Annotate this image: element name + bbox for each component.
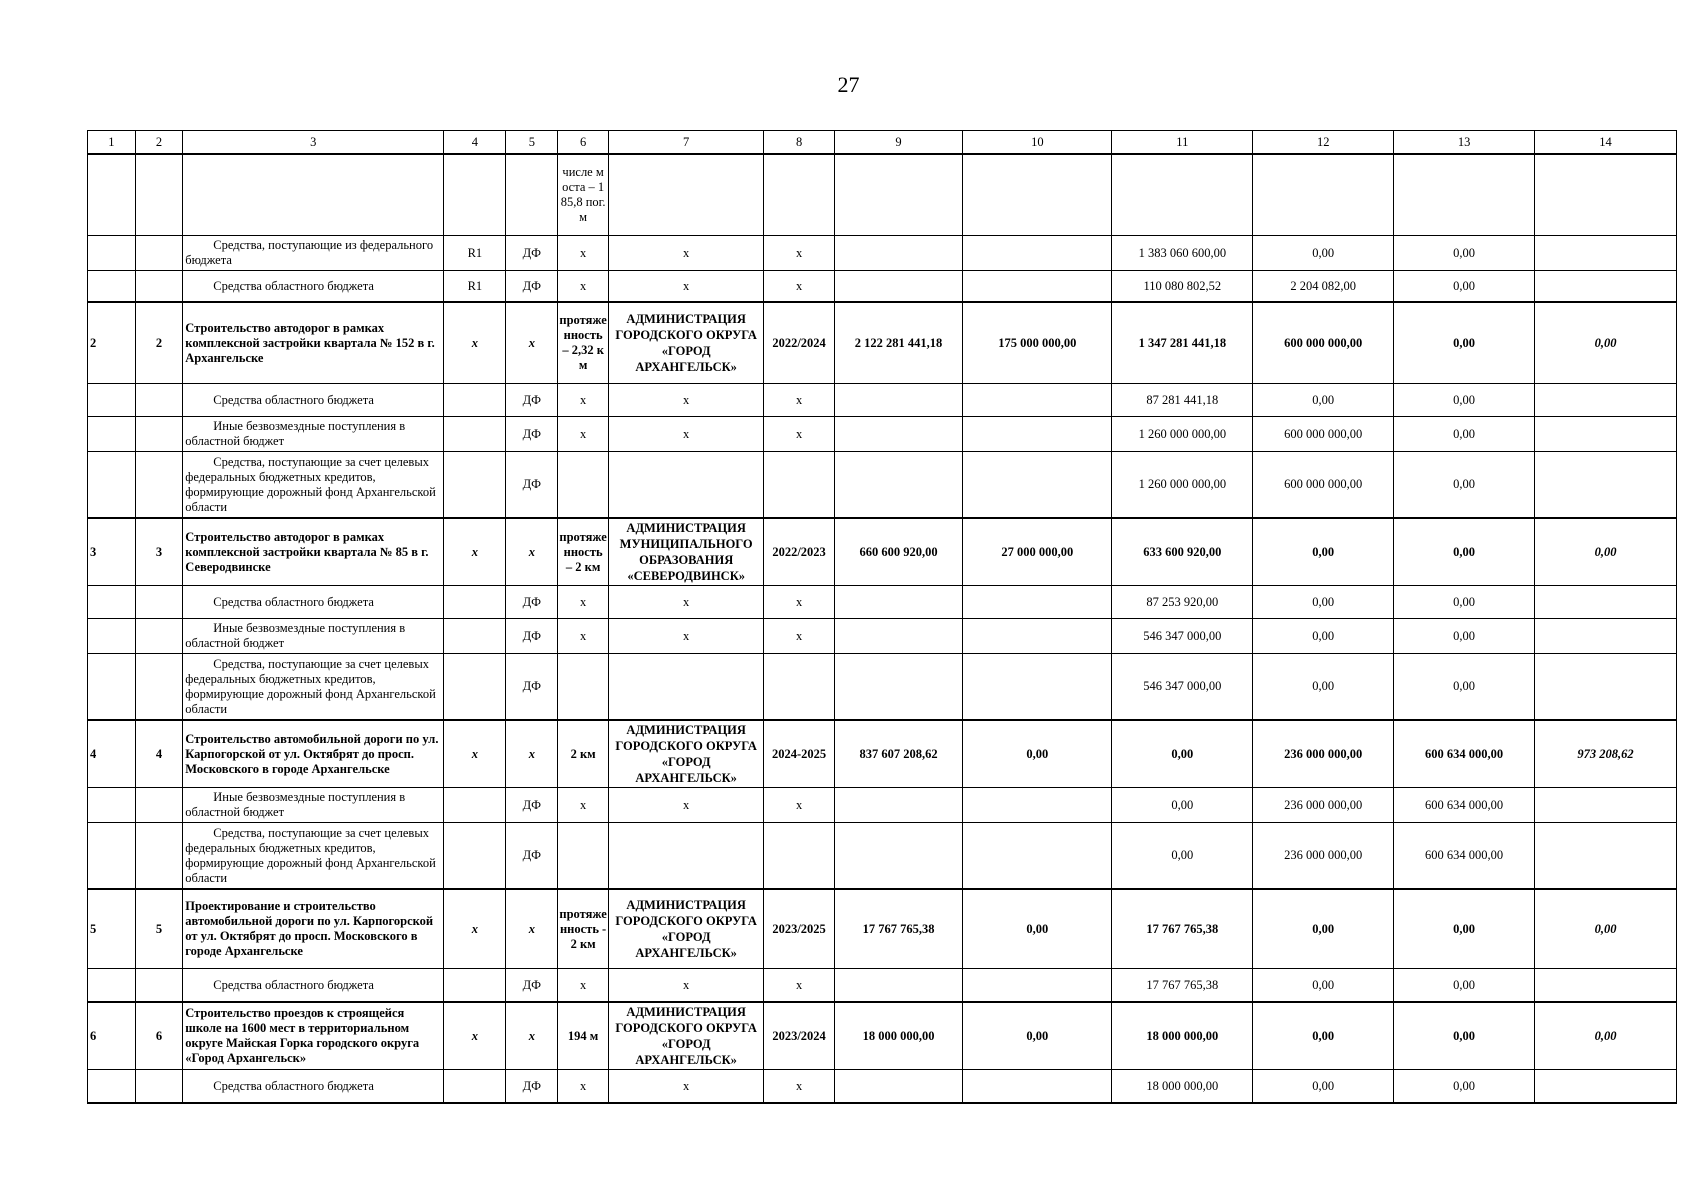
cell-col-2 — [135, 236, 183, 271]
cell-col-8: х — [764, 1070, 834, 1104]
table-row — [88, 586, 1677, 619]
cell-col-5: ДФ — [506, 271, 558, 303]
cell-col-5 — [506, 154, 558, 236]
cell-col-13: 600 634 000,00 — [1394, 823, 1535, 890]
cell-col-2: 6 — [135, 1002, 183, 1070]
col-header-5: 5 — [506, 131, 558, 155]
cell-col-5: х — [506, 518, 558, 586]
cell-col-14 — [1535, 788, 1677, 823]
cell-col-8 — [764, 823, 834, 890]
cell-col-12: 600 000 000,00 — [1253, 417, 1394, 452]
cell-col-8: 2023/2025 — [764, 889, 834, 969]
cell-col-8: х — [764, 384, 834, 417]
cell-col-3: Средства областного бюджета — [183, 384, 444, 417]
cell-col-7: АДМИНИСТРАЦИЯ МУНИЦИПАЛЬНОГО ОБРАЗОВАНИЯ «СЕВЕРОДВИНСК» — [608, 518, 763, 586]
cell-col-13: 0,00 — [1394, 586, 1535, 619]
col-header-4: 4 — [444, 131, 506, 155]
cell-col-12 — [1253, 154, 1394, 236]
table-row-main — [88, 720, 1677, 788]
cell-col-12: 0,00 — [1253, 889, 1394, 969]
cell-col-3: Иные безвозмездные поступления в областной бюджет — [183, 788, 444, 823]
budget-table — [87, 130, 1677, 1104]
cell-col-11: 17 767 765,38 — [1112, 889, 1253, 969]
cell-col-3: Иные безвозмездные поступления в областной бюджет — [183, 619, 444, 654]
cell-col-9: 18 000 000,00 — [834, 1002, 962, 1070]
cell-col-1 — [88, 154, 136, 236]
cell-col-3: Средства областного бюджета — [183, 1070, 444, 1104]
cell-col-13: 0,00 — [1394, 236, 1535, 271]
table-row — [88, 969, 1677, 1003]
cell-col-12: 0,00 — [1253, 654, 1394, 721]
col-header-7: 7 — [608, 131, 763, 155]
cell-col-8: х — [764, 271, 834, 303]
cell-col-2: 5 — [135, 889, 183, 969]
cell-col-2 — [135, 788, 183, 823]
cell-col-4: х — [444, 889, 506, 969]
cell-col-7: х — [608, 619, 763, 654]
cell-col-4 — [444, 384, 506, 417]
cell-col-10: 27 000 000,00 — [963, 518, 1112, 586]
cell-col-9: 660 600 920,00 — [834, 518, 962, 586]
cell-col-14 — [1535, 417, 1677, 452]
cell-col-12: 0,00 — [1253, 384, 1394, 417]
cell-col-4: R1 — [444, 236, 506, 271]
cell-col-9: 2 122 281 441,18 — [834, 302, 962, 384]
cell-col-2 — [135, 654, 183, 721]
cell-col-9 — [834, 236, 962, 271]
cell-col-14 — [1535, 586, 1677, 619]
cell-col-6: х — [558, 619, 609, 654]
cell-col-2: 3 — [135, 518, 183, 586]
cell-col-4: х — [444, 518, 506, 586]
cell-col-5: х — [506, 302, 558, 384]
cell-col-11: 87 281 441,18 — [1112, 384, 1253, 417]
cell-col-8 — [764, 654, 834, 721]
table-row — [88, 236, 1677, 271]
cell-col-7: х — [608, 969, 763, 1003]
cell-col-8: 2023/2024 — [764, 1002, 834, 1070]
cell-col-5: ДФ — [506, 654, 558, 721]
column-number-row — [88, 131, 1677, 155]
cell-col-5: ДФ — [506, 452, 558, 519]
cell-col-3: Средства областного бюджета — [183, 271, 444, 303]
table-row — [88, 384, 1677, 417]
cell-col-6: протяженность – 2,32 км — [558, 302, 609, 384]
cell-col-1: 6 — [88, 1002, 136, 1070]
cell-col-12: 0,00 — [1253, 619, 1394, 654]
cell-col-12: 0,00 — [1253, 1002, 1394, 1070]
cell-col-6 — [558, 452, 609, 519]
col-header-11: 11 — [1112, 131, 1253, 155]
cell-col-2 — [135, 271, 183, 303]
cell-col-7: х — [608, 417, 763, 452]
cell-col-5: х — [506, 1002, 558, 1070]
cell-col-9 — [834, 586, 962, 619]
cell-col-9 — [834, 619, 962, 654]
cell-col-9: 17 767 765,38 — [834, 889, 962, 969]
cell-col-11: 546 347 000,00 — [1112, 619, 1253, 654]
cell-col-12: 600 000 000,00 — [1253, 452, 1394, 519]
cell-col-6: х — [558, 1070, 609, 1104]
cell-col-1: 5 — [88, 889, 136, 969]
cell-col-9: 837 607 208,62 — [834, 720, 962, 788]
cell-col-14 — [1535, 823, 1677, 890]
cell-col-11: 0,00 — [1112, 788, 1253, 823]
cell-col-3: Строительство автомобильной дороги по ул. Карпогорской от ул. Октябрят до просп. Московского в городе Архангельске — [183, 720, 444, 788]
cell-col-4: х — [444, 720, 506, 788]
cell-col-6: 194 м — [558, 1002, 609, 1070]
cell-col-7 — [608, 154, 763, 236]
cell-col-5: х — [506, 889, 558, 969]
cell-col-5: ДФ — [506, 384, 558, 417]
cell-col-3: Строительство проездов к строящейся школе на 1600 мест в территориальном округе Майская Горка городского округа «Город Архангельск» — [183, 1002, 444, 1070]
cell-col-14 — [1535, 154, 1677, 236]
cell-col-6: числе моста – 185,8 пог. м — [558, 154, 609, 236]
cell-col-7 — [608, 654, 763, 721]
cell-col-11: 18 000 000,00 — [1112, 1070, 1253, 1104]
cell-col-7: х — [608, 236, 763, 271]
cell-col-6: протяженность – 2 км — [558, 518, 609, 586]
cell-col-9 — [834, 969, 962, 1003]
cell-col-13: 600 634 000,00 — [1394, 788, 1535, 823]
cell-col-14: 0,00 — [1535, 518, 1677, 586]
cell-col-3: Строительство автодорог в рамках комплексной застройки квартала № 152 в г. Архангельске — [183, 302, 444, 384]
cell-col-1 — [88, 236, 136, 271]
cell-col-14 — [1535, 969, 1677, 1003]
cell-col-9 — [834, 417, 962, 452]
cell-col-6: х — [558, 788, 609, 823]
cell-col-8 — [764, 154, 834, 236]
cell-col-11: 633 600 920,00 — [1112, 518, 1253, 586]
cell-col-9 — [834, 452, 962, 519]
cell-col-6 — [558, 823, 609, 890]
cell-col-9 — [834, 823, 962, 890]
table-row — [88, 654, 1677, 721]
cell-col-6: протяженность - 2 км — [558, 889, 609, 969]
cell-col-5: ДФ — [506, 619, 558, 654]
cell-col-5: ДФ — [506, 1070, 558, 1104]
cell-col-7: х — [608, 1070, 763, 1104]
cell-col-14: 0,00 — [1535, 889, 1677, 969]
cell-col-8: х — [764, 586, 834, 619]
cell-col-5: х — [506, 720, 558, 788]
cell-col-14 — [1535, 452, 1677, 519]
cell-col-4 — [444, 417, 506, 452]
cell-col-2 — [135, 969, 183, 1003]
cell-col-8: х — [764, 969, 834, 1003]
cell-col-12: 2 204 082,00 — [1253, 271, 1394, 303]
table-row-main — [88, 518, 1677, 586]
cell-col-3 — [183, 154, 444, 236]
cell-col-8: 2022/2023 — [764, 518, 834, 586]
cell-col-7: х — [608, 788, 763, 823]
cell-col-3: Средства областного бюджета — [183, 586, 444, 619]
cell-col-13: 0,00 — [1394, 452, 1535, 519]
cell-col-2 — [135, 1070, 183, 1104]
cell-col-4 — [444, 619, 506, 654]
cell-col-5: ДФ — [506, 586, 558, 619]
cell-col-6: х — [558, 586, 609, 619]
cell-col-13: 0,00 — [1394, 417, 1535, 452]
cell-col-6: х — [558, 417, 609, 452]
cell-col-11: 1 383 060 600,00 — [1112, 236, 1253, 271]
cell-col-11: 110 080 802,52 — [1112, 271, 1253, 303]
cell-col-8: 2022/2024 — [764, 302, 834, 384]
cell-col-10 — [963, 154, 1112, 236]
cell-col-3: Средства, поступающие из федерального бюджета — [183, 236, 444, 271]
cell-col-13: 0,00 — [1394, 969, 1535, 1003]
cell-col-11 — [1112, 154, 1253, 236]
cell-col-2 — [135, 417, 183, 452]
cell-col-2: 2 — [135, 302, 183, 384]
cell-col-9 — [834, 1070, 962, 1104]
cell-col-8: х — [764, 788, 834, 823]
cell-col-8: 2024-2025 — [764, 720, 834, 788]
cell-col-7 — [608, 452, 763, 519]
cell-col-14 — [1535, 1070, 1677, 1104]
cell-col-5: ДФ — [506, 969, 558, 1003]
cell-col-5: ДФ — [506, 823, 558, 890]
cell-col-1 — [88, 384, 136, 417]
cell-col-4 — [444, 654, 506, 721]
cell-col-9 — [834, 271, 962, 303]
cell-col-6: х — [558, 236, 609, 271]
cell-col-5: ДФ — [506, 417, 558, 452]
cell-col-13: 0,00 — [1394, 518, 1535, 586]
cell-col-7: х — [608, 384, 763, 417]
cell-col-3: Средства областного бюджета — [183, 969, 444, 1003]
cell-col-10 — [963, 823, 1112, 890]
cell-col-12: 600 000 000,00 — [1253, 302, 1394, 384]
cell-col-12: 236 000 000,00 — [1253, 720, 1394, 788]
col-header-9: 9 — [834, 131, 962, 155]
cell-col-11: 0,00 — [1112, 720, 1253, 788]
cell-col-10 — [963, 969, 1112, 1003]
cell-col-10 — [963, 236, 1112, 271]
cell-col-8 — [764, 452, 834, 519]
cell-col-12: 0,00 — [1253, 236, 1394, 271]
cell-col-1: 4 — [88, 720, 136, 788]
table-row — [88, 788, 1677, 823]
cell-col-2 — [135, 452, 183, 519]
cell-col-13: 600 634 000,00 — [1394, 720, 1535, 788]
cell-col-13: 0,00 — [1394, 889, 1535, 969]
cell-col-11: 17 767 765,38 — [1112, 969, 1253, 1003]
cell-col-13: 0,00 — [1394, 271, 1535, 303]
cell-col-10 — [963, 271, 1112, 303]
cell-col-11: 1 347 281 441,18 — [1112, 302, 1253, 384]
cell-col-10 — [963, 384, 1112, 417]
cell-col-6: 2 км — [558, 720, 609, 788]
cell-col-4: х — [444, 1002, 506, 1070]
cell-col-6 — [558, 654, 609, 721]
table-row — [88, 1070, 1677, 1104]
cell-col-3: Средства, поступающие за счет целевых федеральных бюджетных кредитов, формирующие дорожный фонд Архангельской области — [183, 452, 444, 519]
cell-col-4 — [444, 788, 506, 823]
cell-col-13: 0,00 — [1394, 1002, 1535, 1070]
page-number: 27 — [837, 72, 860, 97]
cell-col-14 — [1535, 654, 1677, 721]
cell-col-10 — [963, 417, 1112, 452]
cell-col-4 — [444, 823, 506, 890]
table-row-main — [88, 889, 1677, 969]
table-row — [88, 619, 1677, 654]
cell-col-12: 236 000 000,00 — [1253, 823, 1394, 890]
cell-col-7: АДМИНИСТРАЦИЯ ГОРОДСКОГО ОКРУГА «ГОРОД АРХАНГЕЛЬСК» — [608, 720, 763, 788]
cell-col-11: 87 253 920,00 — [1112, 586, 1253, 619]
cell-col-6: х — [558, 969, 609, 1003]
cell-col-6: х — [558, 384, 609, 417]
cell-col-9 — [834, 384, 962, 417]
cell-col-7: АДМИНИСТРАЦИЯ ГОРОДСКОГО ОКРУГА «ГОРОД АРХАНГЕЛЬСК» — [608, 302, 763, 384]
col-header-10: 10 — [963, 131, 1112, 155]
cell-col-10: 0,00 — [963, 889, 1112, 969]
cell-col-4: R1 — [444, 271, 506, 303]
cell-col-12: 0,00 — [1253, 518, 1394, 586]
cell-col-1 — [88, 969, 136, 1003]
cell-col-3: Средства, поступающие за счет целевых федеральных бюджетных кредитов, формирующие дорожный фонд Архангельской области — [183, 823, 444, 890]
cell-col-13: 0,00 — [1394, 619, 1535, 654]
cell-col-1 — [88, 417, 136, 452]
col-header-12: 12 — [1253, 131, 1394, 155]
cell-col-1 — [88, 271, 136, 303]
cell-col-13 — [1394, 154, 1535, 236]
cell-col-3: Иные безвозмездные поступления в областной бюджет — [183, 417, 444, 452]
cell-col-3: Средства, поступающие за счет целевых федеральных бюджетных кредитов, формирующие дорожный фонд Архангельской области — [183, 654, 444, 721]
cell-col-2 — [135, 823, 183, 890]
cell-col-12: 0,00 — [1253, 1070, 1394, 1104]
cell-col-6: х — [558, 271, 609, 303]
cell-col-3: Строительство автодорог в рамках комплексной застройки квартала № 85 в г. Северодвинске — [183, 518, 444, 586]
cell-col-1 — [88, 1070, 136, 1104]
cell-col-10 — [963, 788, 1112, 823]
cell-col-1: 2 — [88, 302, 136, 384]
cell-col-13: 0,00 — [1394, 302, 1535, 384]
cell-col-8: х — [764, 619, 834, 654]
table-row — [88, 417, 1677, 452]
col-header-3: 3 — [183, 131, 444, 155]
cell-col-10 — [963, 654, 1112, 721]
cell-col-4 — [444, 154, 506, 236]
cell-col-9 — [834, 154, 962, 236]
cell-col-3: Проектирование и строительство автомобильной дороги по ул. Карпогорской от ул. Октябрят до просп. Московского в городе Архангельске — [183, 889, 444, 969]
table-row — [88, 823, 1677, 890]
cell-col-2 — [135, 586, 183, 619]
cell-col-1 — [88, 654, 136, 721]
cell-col-2 — [135, 384, 183, 417]
cell-col-9 — [834, 788, 962, 823]
table-row — [88, 154, 1677, 236]
cell-col-4: х — [444, 302, 506, 384]
cell-col-1 — [88, 823, 136, 890]
cell-col-10 — [963, 619, 1112, 654]
cell-col-7: х — [608, 271, 763, 303]
cell-col-10: 0,00 — [963, 720, 1112, 788]
cell-col-10 — [963, 586, 1112, 619]
cell-col-10 — [963, 452, 1112, 519]
cell-col-14: 0,00 — [1535, 1002, 1677, 1070]
cell-col-14 — [1535, 271, 1677, 303]
cell-col-12: 236 000 000,00 — [1253, 788, 1394, 823]
cell-col-10: 175 000 000,00 — [963, 302, 1112, 384]
cell-col-14: 0,00 — [1535, 302, 1677, 384]
cell-col-14 — [1535, 236, 1677, 271]
cell-col-11: 1 260 000 000,00 — [1112, 417, 1253, 452]
cell-col-1 — [88, 619, 136, 654]
col-header-2: 2 — [135, 131, 183, 155]
cell-col-14 — [1535, 619, 1677, 654]
table-row — [88, 452, 1677, 519]
cell-col-14: 973 208,62 — [1535, 720, 1677, 788]
cell-col-5: ДФ — [506, 236, 558, 271]
cell-col-11: 18 000 000,00 — [1112, 1002, 1253, 1070]
cell-col-7: х — [608, 586, 763, 619]
cell-col-1 — [88, 452, 136, 519]
cell-col-12: 0,00 — [1253, 586, 1394, 619]
table-row-main — [88, 1002, 1677, 1070]
col-header-8: 8 — [764, 131, 834, 155]
col-header-14: 14 — [1535, 131, 1677, 155]
cell-col-7: АДМИНИСТРАЦИЯ ГОРОДСКОГО ОКРУГА «ГОРОД АРХАНГЕЛЬСК» — [608, 1002, 763, 1070]
col-header-13: 13 — [1394, 131, 1535, 155]
cell-col-11: 546 347 000,00 — [1112, 654, 1253, 721]
cell-col-14 — [1535, 384, 1677, 417]
cell-col-4 — [444, 586, 506, 619]
cell-col-2: 4 — [135, 720, 183, 788]
cell-col-4 — [444, 452, 506, 519]
cell-col-12: 0,00 — [1253, 969, 1394, 1003]
cell-col-1: 3 — [88, 518, 136, 586]
col-header-6: 6 — [558, 131, 609, 155]
cell-col-5: ДФ — [506, 788, 558, 823]
table-row-main — [88, 302, 1677, 384]
cell-col-4 — [444, 1070, 506, 1104]
cell-col-8: х — [764, 417, 834, 452]
cell-col-4 — [444, 969, 506, 1003]
table-row — [88, 271, 1677, 303]
cell-col-9 — [834, 654, 962, 721]
cell-col-13: 0,00 — [1394, 384, 1535, 417]
cell-col-10: 0,00 — [963, 1002, 1112, 1070]
cell-col-13: 0,00 — [1394, 654, 1535, 721]
cell-col-11: 0,00 — [1112, 823, 1253, 890]
cell-col-7: АДМИНИСТРАЦИЯ ГОРОДСКОГО ОКРУГА «ГОРОД АРХАНГЕЛЬСК» — [608, 889, 763, 969]
cell-col-2 — [135, 154, 183, 236]
cell-col-13: 0,00 — [1394, 1070, 1535, 1104]
cell-col-7 — [608, 823, 763, 890]
cell-col-8: х — [764, 236, 834, 271]
col-header-1: 1 — [88, 131, 136, 155]
cell-col-2 — [135, 619, 183, 654]
cell-col-10 — [963, 1070, 1112, 1104]
cell-col-1 — [88, 586, 136, 619]
cell-col-11: 1 260 000 000,00 — [1112, 452, 1253, 519]
cell-col-1 — [88, 788, 136, 823]
